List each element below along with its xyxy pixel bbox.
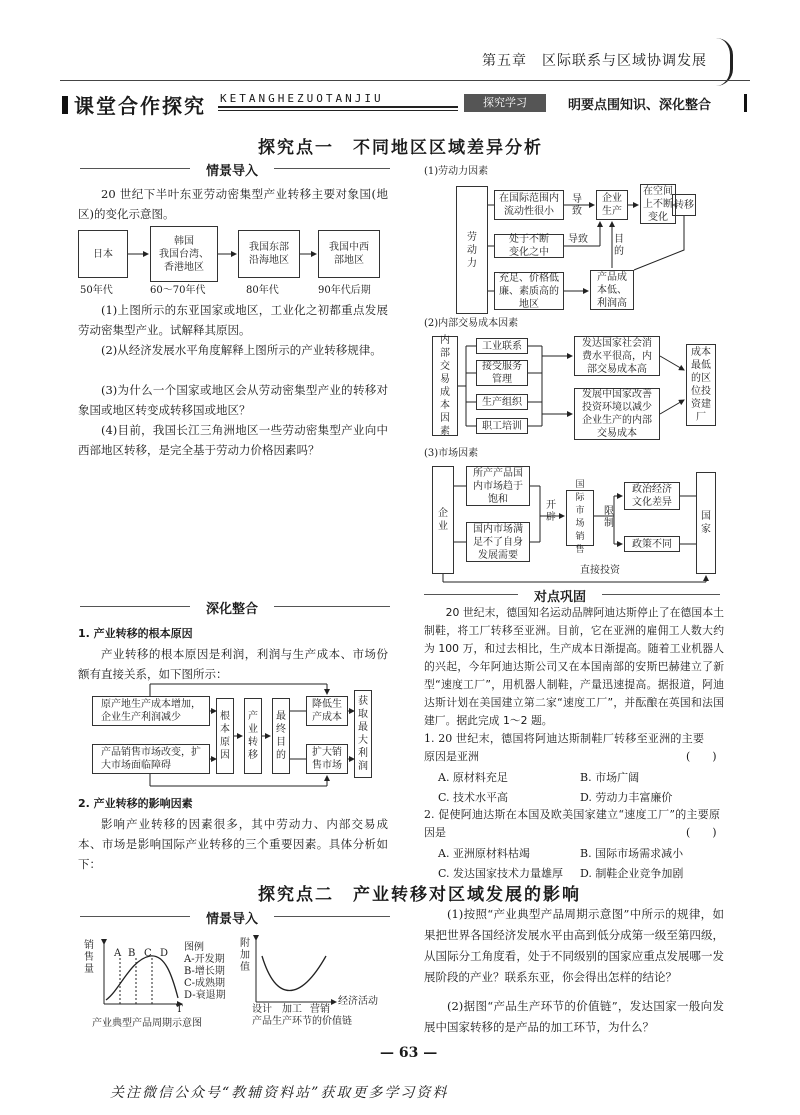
goal-label: 最 终 目 的 <box>276 711 286 761</box>
q2-option-d[interactable]: D. 制鞋企业竞争加剧 <box>580 867 684 880</box>
intro-question-1: (1)上图所示的东亚国家或地区，工业化之初都重点发展劳动密集型产业。试解释其原因。 <box>78 303 388 337</box>
labor-box-label: 产品成 本低、 利润高 <box>597 271 627 309</box>
page-number: — 63 — <box>380 1045 438 1061</box>
cause-box-label: 产品销售市场改变，扩 大市场面临障碍 <box>101 747 201 771</box>
question-1: 1. 20 世纪末，德国将阿迪达斯制鞋厂转移至亚洲的主要原因是亚洲 <box>424 732 704 763</box>
lifecycle-curve <box>106 956 178 1000</box>
market-open-label: 开 辟 <box>546 500 556 523</box>
flow-year: 50年代 <box>80 285 113 296</box>
intro-heading: 情景导入 <box>205 164 258 179</box>
labor-box-label: 处于不断 变化之中 <box>509 234 549 258</box>
lifecycle-legend-b: B-增长期 <box>184 966 225 977</box>
transaction-item-label: 生产组织 <box>482 396 522 408</box>
market-direct-label: 直接投资 <box>580 565 620 576</box>
q1-option-a[interactable]: A. 原材料充足 <box>438 771 508 784</box>
footer-note: 关注微信公众号“教辅资料站”获取更多学习资料 <box>110 1085 449 1101</box>
labor-arrow <box>634 216 684 270</box>
labor-box-label: 在国际范围内 流动性很小 <box>499 193 559 217</box>
banner-tag: 探究学习 <box>464 94 546 112</box>
flow-box-label: 韩国 我国台湾、 香港地区 <box>159 235 209 273</box>
flow-box-label: 日本 <box>93 248 113 260</box>
transaction-arrow <box>660 400 684 414</box>
valuechain-ylabel: 附 加 值 <box>240 938 250 973</box>
flow-box-label: 我国东部 沿海地区 <box>249 242 289 266</box>
transaction-arrow <box>660 356 684 370</box>
q2-option-a[interactable]: A. 亚洲原材料枯竭 <box>438 847 530 860</box>
question-2-paren: ( ) <box>686 826 717 839</box>
labor-box-label: 企业 生产 <box>602 193 622 217</box>
q1-option-b[interactable]: B. 市场广阔 <box>580 771 640 784</box>
flow-year: 90年代后期 <box>318 285 371 296</box>
practice-text: 20 世纪末，德国知名运动品牌阿迪达斯停止了在德国本土制鞋，将工厂转移至亚洲。目前，它在亚洲的雇佣工人数大约为 100 万，和过去相比，生产成本日渐提高。随着工业机器人的兴起，今年阿迪达斯公司又在本国南部的安斯巴赫建立了新型“速度工厂”，用机器人制鞋，产量迅速提高。据报道，阿迪达斯计划在美国建立第二家“速度工厂”，并酝酿在英国和法国建厂。据此完成 1～2 题。 <box>424 606 724 727</box>
transaction-item-label: 职工培训 <box>482 420 522 432</box>
transaction-right-label: 发达国家社会消 费水平很高，内 部交易成本高 <box>582 337 652 375</box>
lifecycle-mark-c: C <box>144 948 152 959</box>
flow-box-label: 我国中西 部地区 <box>329 242 369 266</box>
question-1-paren: ( ) <box>686 750 717 763</box>
labor-box-label: 充足、价格低 廉、素质高的 地区 <box>499 272 559 310</box>
valuechain-tick-process: 加工 <box>282 1004 302 1015</box>
lifecycle-mark-d: D <box>160 948 169 959</box>
reduce-cost-label: 降低生 产成本 <box>312 699 342 723</box>
root-cause-label: 根 本 原 因 <box>220 711 230 761</box>
market-box-label: 国内市场满 足不了自身 发展需要 <box>473 523 523 561</box>
deep2-text: 影响产业转移的因素很多，其中劳动力、内部交易成本、市场是影响国际产业转移的三个重要因素。具体分析如下： <box>78 817 388 871</box>
deep-heading: 深化整合 <box>205 602 258 617</box>
transaction-item-label: 接受服务 管理 <box>482 361 522 385</box>
q2-option-b[interactable]: B. 国际市场需求减小 <box>580 847 684 860</box>
transaction-right-label: 发展中国家改善 投资环境以减少 企业生产的内部 交易成本 <box>582 389 652 439</box>
labor-side-label: 劳 动 力 <box>467 231 477 269</box>
question-2: 2. 促使阿迪达斯在本国及欧美国家建立“速度工厂”的主要原因是 <box>424 808 720 839</box>
labor-box-label: 在空间 上不断 变化 <box>643 185 673 223</box>
chapter-title: 第五章 区际联系与区域协调发展 <box>482 53 707 69</box>
valuechain-xlabel: 经济活动 <box>338 996 378 1007</box>
banner-pinyin: KETANGHEZUOTANJIU <box>220 92 384 105</box>
section2-intro-heading: 情景导入 <box>205 912 258 927</box>
lifecycle-legend-d: D-衰退期 <box>184 990 226 1001</box>
section2-question-2: (2)据图“产品生产环节的价值链”，发达国家一般向发展中国家转移的是产品的加工环节，为什么？ <box>424 999 724 1034</box>
banner-subtitle: 明要点围知识、深化整合 <box>568 98 712 113</box>
market-box-label: 所产产品国 内市场趋于 饱和 <box>473 467 523 505</box>
market-limit-label: 限 制 <box>604 506 614 529</box>
lifecycle-mark-a: A <box>114 948 122 959</box>
intro-text: 20 世纪下半叶东亚劳动密集型产业转移主要对象国(地区)的变化示意图。 <box>78 187 388 221</box>
flow-year: 80年代 <box>246 285 279 296</box>
flow-year: 60～70年代 <box>150 285 206 296</box>
cause-box-label: 原产地生产成本增加， 企业生产利润减少 <box>101 699 201 723</box>
labor-arrow-label: 导 致 <box>572 194 582 217</box>
deep2-title: 2. 产业转移的影响因素 <box>78 797 193 810</box>
transaction-result-label: 成本 最低 的区 位投 资建 厂 <box>691 347 711 423</box>
deep1-title: 1. 产业转移的根本原因 <box>78 627 193 640</box>
lifecycle-legend-c: C-成熟期 <box>184 978 226 989</box>
section2-question-1: (1)按照“产业典型产品周期示意图”中所示的规律，如果把世界各国经济发展水平由高到低分成第一级至第四级，从国际分工角度看，处于不同级别的国家应重点发展哪一发展阶段的产业？联系东亚，你会得出怎样的结论？ <box>424 907 724 984</box>
q1-option-c[interactable]: C. 技术水平高 <box>438 791 509 804</box>
transaction-item-label: 工业联系 <box>482 340 522 352</box>
market-box-label: 政治经济 文化差异 <box>632 484 672 508</box>
market-box-label: 政策不同 <box>632 538 672 550</box>
labor-arrow-label: 导致 <box>568 234 588 245</box>
market-intl-label: 国 际 市 场 销 售 <box>575 480 585 555</box>
labor-box-label: 转移 <box>674 199 694 211</box>
lifecycle-legend-a: A-开发期 <box>184 954 225 965</box>
intro-question-2: (2)从经济发展水平角度解释上图所示的产业转移规律。 <box>101 343 382 357</box>
lifecycle-caption: 产业典型产品周期示意图 <box>92 1018 202 1029</box>
valuechain-tick-design: 设计 <box>252 1004 272 1015</box>
market-caption: (3)市场因素 <box>424 448 479 459</box>
lifecycle-xlabel: T <box>176 1004 183 1015</box>
market-company-label: 企 业 <box>438 508 448 532</box>
section1-title: 探究点一 不同地区区域差异分析 <box>258 138 543 158</box>
deep1-text: 产业转移的根本原因是利润，利润与生产成本、市场份额有直接关系，如下图所示： <box>78 647 388 681</box>
expand-market-label: 扩大销 售市场 <box>312 747 342 771</box>
intro-question-4: (4)目前，我国长江三角洲地区一些劳动密集型产业向中西部地区转移，是完全基于劳动力价格因素吗？ <box>78 423 388 457</box>
labor-arrow-label: 目 的 <box>614 234 624 257</box>
valuechain-caption: 产品生产环节的价值链 <box>252 1016 352 1027</box>
banner-title: 课堂合作探究 <box>74 94 206 118</box>
q2-option-c[interactable]: C. 发达国家技术力量雄厚 <box>438 867 564 880</box>
intro-question-3: (3)为什么一个国家或地区会从劳动密集型产业的转移对象国或地区转变成转移国或地区？ <box>78 383 388 417</box>
transaction-side-label: 内 部 交 易 成 本 因 素 <box>440 335 450 437</box>
market-country-label: 国 家 <box>701 511 711 535</box>
max-profit-label: 获 取 最 大 利 润 <box>358 696 368 772</box>
labor-caption: (1)劳动力因素 <box>424 166 489 177</box>
section2-title: 探究点二 产业转移对区域发展的影响 <box>258 885 581 905</box>
lifecycle-ylabel: 销 售 量 <box>84 940 94 975</box>
transfer-label: 产 业 转 移 <box>248 711 258 761</box>
valuechain-curve <box>262 956 326 991</box>
lifecycle-legend-title: 图例 <box>184 942 204 953</box>
lifecycle-mark-b: B <box>128 948 136 959</box>
practice-heading: 对点巩固 <box>533 590 586 605</box>
valuechain-tick-marketing: 营销 <box>310 1004 330 1015</box>
transaction-caption: (2)内部交易成本因素 <box>424 318 519 329</box>
q1-option-d[interactable]: D. 劳动力丰富廉价 <box>580 791 673 804</box>
